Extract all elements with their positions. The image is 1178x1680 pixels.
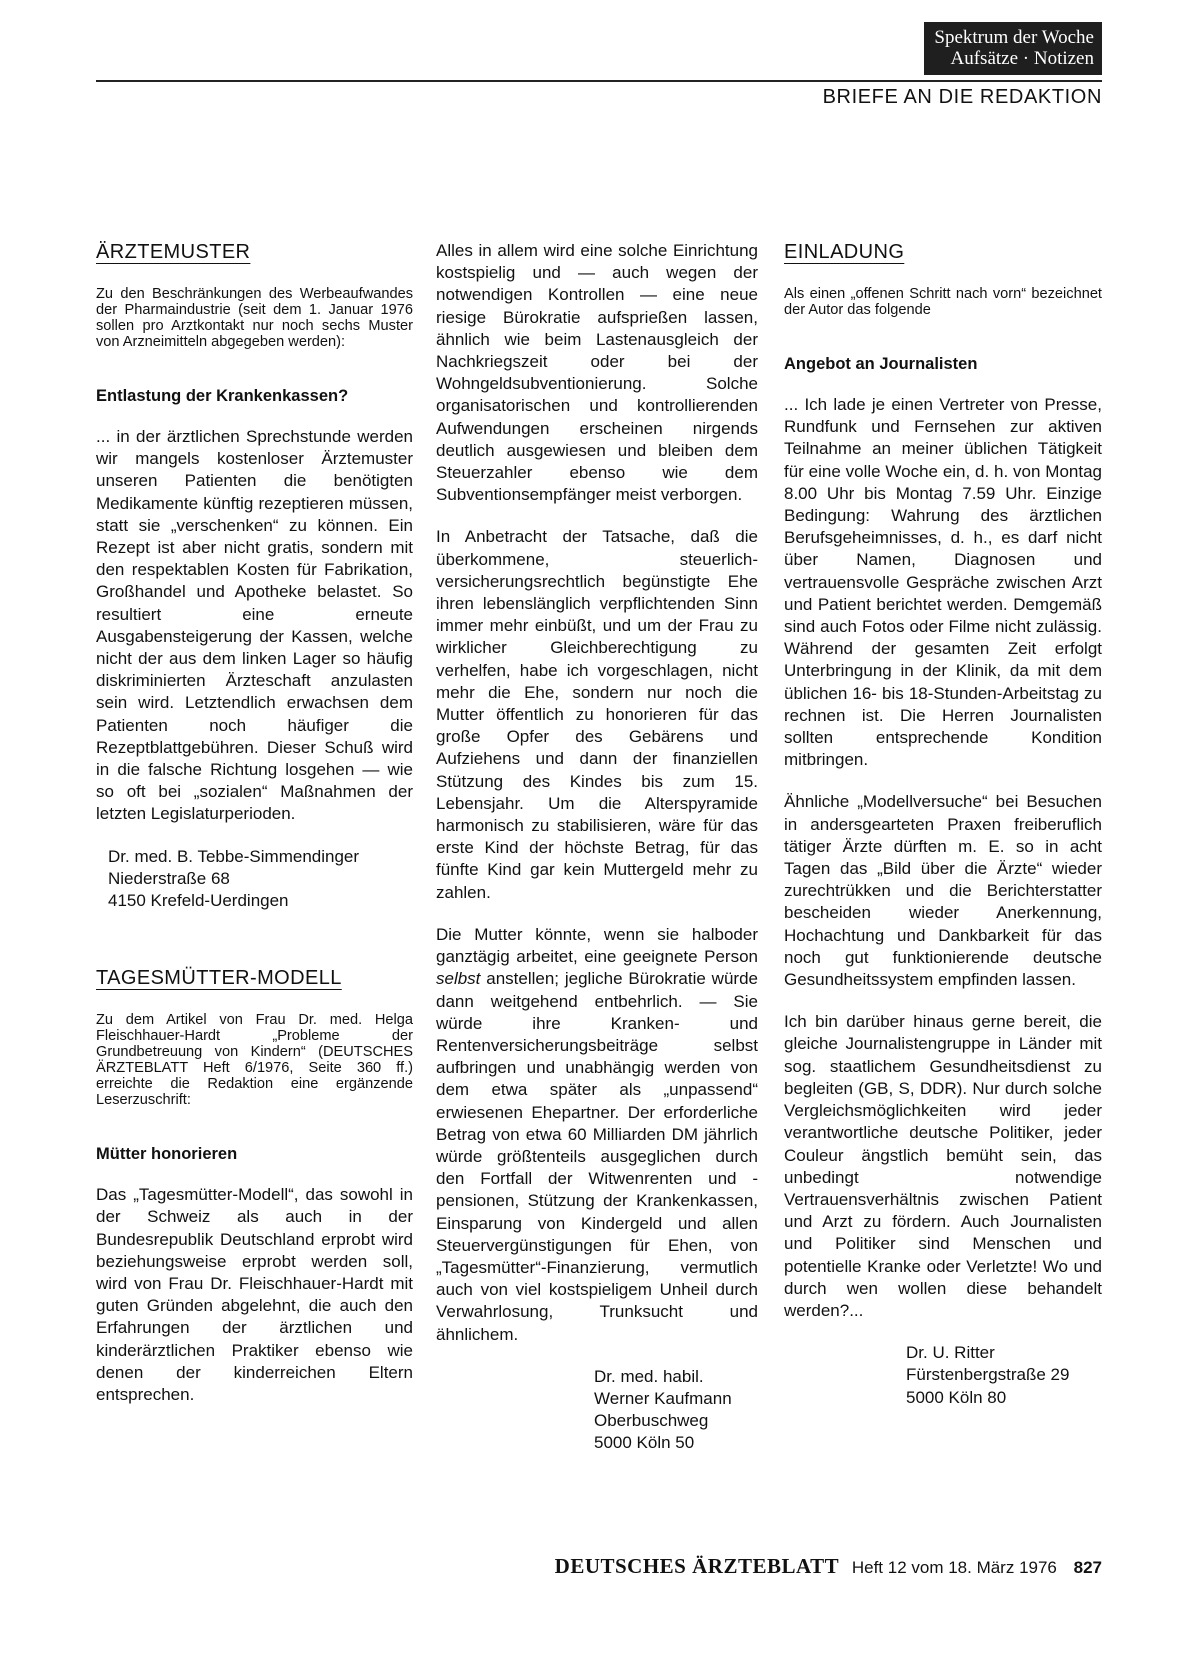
italic-text: selbst xyxy=(436,969,481,989)
signature-city: 5000 Köln 80 xyxy=(906,1387,1007,1407)
column-1 xyxy=(96,240,413,1426)
letter-subheading: Entlastung der Krankenkassen? xyxy=(96,387,349,405)
page-number: 827 xyxy=(1073,1558,1102,1577)
letter-signature xyxy=(96,846,413,913)
letter-body-paragraph: Ich bin darüber hinaus gerne bereit, die gleiche Journalistengruppe in Länder mit sog. staatlichem Gesundheitsdienst zu begleiten (GB, S, DDR). Nur durch solche Vergleichsmöglichkeiten wird jeder verantwortliche deutsche Politiker, jeder Couleur ängstlich bemüht sein, das unbedingt notwendige Vertrauensverhältnis zwischen Patient und Arzt zu fördern. Auch Journalisten und Politiker sind Menschen und potentielle Kranke oder Verletzte! Wo und durch wen wollen diese behandelt werden?... xyxy=(784,1012,1102,1320)
signature-city: 5000 Köln 50 xyxy=(594,1433,695,1453)
letter-heading-einladung: EINLADUNG xyxy=(784,241,905,263)
signature-name: Dr. U. Ritter xyxy=(906,1343,995,1363)
letter-intro: Zu den Beschränkungen des Werbeaufwandes der Pharmaindustrie (seit dem 1. Januar 1976 sollen pro Arztkontakt nur noch sechs Muster von Arzneimitteln abgegeben werden): xyxy=(96,286,413,350)
tag-line-1: Spektrum der Woche xyxy=(934,27,1094,48)
letter-subheading: Angebot an Journalisten xyxy=(784,355,978,373)
column-3 xyxy=(784,240,1102,1409)
column-2 xyxy=(436,240,758,1455)
letter-body-paragraph: In Anbetracht der Tatsache, daß die überkommene, steuerlich-versicherungsrechtlich begünstigte Ehe ihren lebenslänglich verpflichtenden Sinn immer mehr einbüßt, und um der Frau zu wirklicher Gleichberechtigung zu verhelfen, habe ich vorgeschlagen, nicht mehr die Ehe, sondern nur noch die Mutter öffentlich zu honorieren für das große Opfer des Gebärens und Aufziehens und dann der finanziellen Stützung des Kindes bis zum 15. Lebensjahr. Um die Alterspyramide harmonisch zu stabilisieren, wäre für das erste Kind der höchste Betrag, für das fünfte Kind gar kein Muttergeld mehr zu zahlen. xyxy=(436,527,758,902)
signature-street: Fürstenbergstraße 29 xyxy=(906,1365,1070,1385)
letter-intro: Zu dem Artikel von Frau Dr. med. Helga Fleischhauer-Hardt „Probleme der Grundbetreuung von Kindern“ (DEUTSCHES ÄRZTEBLATT Heft 6/1976, Seite 360 ff.) erreichte die Redaktion eine ergänzende Leserzuschrift: xyxy=(96,1012,413,1109)
text-run: anstellen; jegliche Bürokratie würde dann weitgehend entbehrlich. — Sie würde ihre Kranken- und Rentenversicherungsbeiträge selbst aufbringen und unabhängig werden von dem etwa später als „unpassend“ erwiesenen Ehepartner. Der erforderliche Betrag von etwa 60 Milliarden DM jährlich würde größtenteils ausgeglichen durch den Fortfall der Witwenrenten und -pensionen, Stützung der Krankenkassen, Einsparung von Kindergeld und allen Steuervergünstigungen für Ehen, von „Tagesmütter“-Finanzierung, vermutlich auch von viel kostspieligem Unheil durch Verwahrlosung, Trunksucht und ähnlichem. xyxy=(436,969,758,1344)
letter-body: Das „Tagesmütter-Modell“, das sowohl in der Schweiz als auch in der Bundesrepublik Deutschland erprobt wird beziehungsweise erprobt werden soll, wird von Frau Dr. Fleischhauer-Hardt mit guten Gründen abgelehnt, die auch den Erfahrungen der ärztlichen und kinderärztlichen Praktiker ebenso wie denen der kinderreichen Eltern entsprechen. xyxy=(96,1185,413,1405)
letter-intro: Als einen „offenen Schritt nach vorn“ bezeichnet der Autor das folgende xyxy=(784,286,1102,318)
signature-title: Dr. med. habil. xyxy=(594,1366,704,1386)
tag-line-2: Aufsätze · Notizen xyxy=(950,48,1094,69)
signature-city: 4150 Krefeld-Uerdingen xyxy=(108,891,289,911)
masthead: DEUTSCHES ÄRZTEBLATT xyxy=(554,1554,840,1578)
letter-body-paragraph: Alles in allem wird eine solche Einrichtung kostspielig und — auch wegen der notwendigen Kontrollen — eine neue riesige Bürokratie aufsprießen lassen, ähnlich wie beim Lastenausgleich der Nachkriegszeit oder bei der Wohngeldsubventionierung. Solche organisatorischen und kontrollierenden Aufwendungen erscheinen nirgends deutlich ausgewiesen und bleiben dem Steuerzahler ebenso wie dem Subventionsempfänger meist verborgen. xyxy=(436,241,758,505)
signature-name: Werner Kaufmann xyxy=(594,1388,732,1408)
letter-body-paragraph xyxy=(436,924,758,1346)
section-title: BRIEFE AN DIE REDAKTION xyxy=(822,86,1102,108)
issue-info: Heft 12 vom 18. März 1976 xyxy=(851,1558,1057,1577)
signature-street: Oberbuschweg xyxy=(594,1411,709,1431)
signature-street: Niederstraße 68 xyxy=(108,868,230,888)
letter-signature xyxy=(784,1342,1102,1409)
signature-name: Dr. med. B. Tebbe-Simmendinger xyxy=(108,846,360,866)
section-tag xyxy=(924,22,1102,75)
letter-subheading: Mütter honorieren xyxy=(96,1145,238,1164)
text-run: Die Mutter könnte, wenn sie halboder ganztägig arbeitet, eine geeignete Person xyxy=(436,924,758,967)
letter-body-paragraph: Ähnliche „Modellversuche“ bei Besuchen in andersgearteten Praxen freiberuflich tätiger Ärzte dürften m. E. so in acht Tagen das „Bild über die Ärzte“ wieder zurechtrükken und die Berichterstatter bescheiden wieder Anerkennung, Hochachtung und Dankbarkeit für das noch gut funktionierende deutsche Gesundheitssystem empfinden lassen. xyxy=(784,792,1102,990)
letter-heading-aerztemuster: ÄRZTEMUSTER xyxy=(96,241,251,263)
page-footer xyxy=(555,1554,1102,1579)
letter-body-paragraph: ... Ich lade je einen Vertreter von Presse, Rundfunk und Fernsehen zur aktiven Teilnahme an meiner üblichen Tätigkeit für eine volle Woche ein, d. h. von Montag 8.00 Uhr bis Montag 7.59 Uhr. Einzige Bedingung: Wahrung des ärztlichen Berufsgeheimnisses, d. h., es darf nicht über Namen, Diagnosen und vertrauensvolle Gespräche zwischen Arzt und Patient berichtet werden. Demgemäß sind auch Fotos oder Filme nicht zulässig. Während der gesamten Zeit erfolgt Unterbringung in der Klinik, da mit dem üblichen 16- bis 18-Stunden-Arbeitstag zu rechnen ist. Die Herren Journalisten sollten entsprechende Kondition mitbringen. xyxy=(784,395,1102,770)
letter-body: ... in der ärztlichen Sprechstunde werden wir mangels kostenloser Ärztemuster unseren Patienten die benötigten Medikamente künftig rezeptieren müssen, statt sie „verschenken“ zu können. Ein Rezept ist aber nicht gratis, sondern mit den respektablen Kosten für Fabrikation, Großhandel und Apotheke belastet. So resultiert eine erneute Ausgabensteigerung der Kassen, welche nicht der aus dem linken Lager so häufig diskriminierten Ärzteschaft anzulasten sein wird. Letztendlich erwachsen dem Patienten noch häufiger die Rezeptblattgebühren. Dieser Schuß wird in die falsche Richtung losgehen — wie so oft bei „sozialen“ Maßnahmen der letzten Legislaturperioden. xyxy=(96,427,413,824)
letter-heading-tagesmuetter: TAGESMÜTTER-MODELL xyxy=(96,967,342,990)
header-rule xyxy=(96,80,1102,82)
letter-signature xyxy=(436,1366,758,1455)
